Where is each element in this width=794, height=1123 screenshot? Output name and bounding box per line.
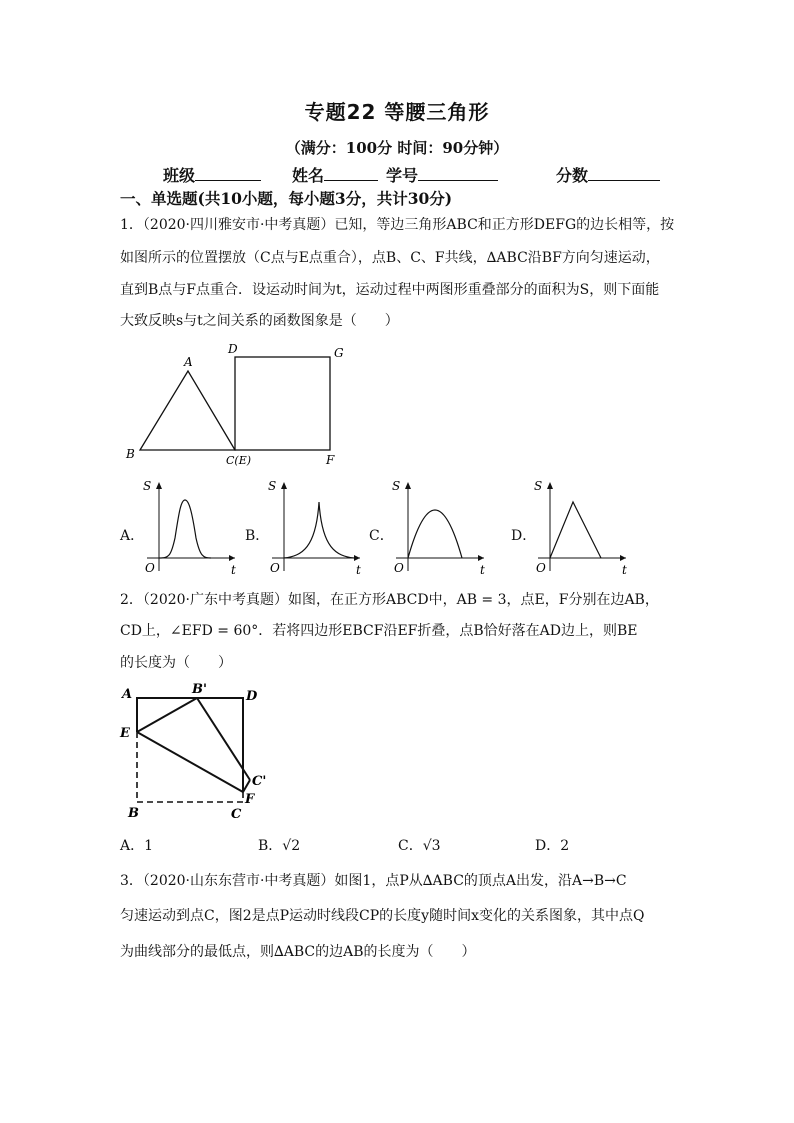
square-defg [235,357,330,450]
q1-graph-d[interactable] [528,476,638,578]
q1-option-c-label[interactable]: C． [369,528,394,544]
origin-label: O [536,561,546,575]
x-label: t [622,563,627,577]
curve [408,510,462,558]
triangle-abc [140,371,235,450]
q1-option-b-label[interactable]: B． [245,528,270,544]
curve [284,502,354,558]
q2-line-1: 2．（2020·广东中考真题）如图，在正方形ABCD中，AB = 3，点E，F分别在边AB， [120,592,659,608]
label-ce: C(E) [226,454,252,467]
field-score-blank[interactable] [588,166,660,181]
x-arrow-icon [620,555,626,561]
q1-graph-b[interactable] [262,476,372,578]
y-label: S [392,479,401,493]
segment-c-prime-f [243,780,250,792]
field-number-label: 学号 [386,166,419,185]
q1-figure [118,338,358,468]
y-label: S [534,479,543,493]
y-label: S [268,479,277,493]
x-arrow-icon [354,555,360,561]
q1-line-4: 大致反映s与t之间关系的函数图象是（ ） [120,313,399,329]
origin-label: O [270,561,280,575]
q1-graph-c[interactable] [386,476,496,578]
x-label: t [231,563,236,577]
field-score-label: 分数 [556,166,589,185]
q1-line-2: 如图所示的位置摆放（C点与E点重合），点B、C、F共线，∆ABC沿BF方向匀速运动， [120,250,660,266]
square-dashed-edges [137,732,243,802]
field-number [386,163,498,186]
section-heading: 一、单选题(共10小题，每小题3分，共计30分) [120,189,453,208]
label-c-prime: C' [252,774,267,789]
field-name-label: 姓名 [292,166,325,185]
x-arrow-icon [229,555,235,561]
curve [159,500,211,558]
x-label: t [480,563,485,577]
field-class-blank[interactable] [195,166,261,181]
field-name [292,163,378,186]
label-a: A [122,687,133,702]
q2-option-c[interactable]: C．√3 [398,838,441,854]
field-class [163,163,261,186]
q2-option-a[interactable]: A．1 [120,838,154,854]
q1-line-3: 直到B点与F点重合．设运动时间为t，运动过程中两图形重叠部分的面积为S，则下面能 [120,282,660,298]
curve [550,502,601,558]
origin-label: O [394,561,404,575]
y-arrow-icon [547,482,553,489]
field-score [556,163,660,186]
page-title: 专题22 等腰三角形 [304,100,490,124]
x-arrow-icon [478,555,484,561]
label-d: D [246,689,258,704]
label-g: G [334,346,344,360]
origin-label: O [145,561,155,575]
y-arrow-icon [405,482,411,489]
label-c: C [231,807,242,822]
q1-line-1: 1．（2020·四川雅安市·中考真题）已知，等边三角形ABC和正方形DEFG的边长相等，按 [120,217,675,233]
x-label: t [356,563,361,577]
field-class-label: 班级 [163,166,196,185]
y-arrow-icon [281,482,287,489]
q1-option-a-label[interactable]: A． [120,528,145,544]
q2-option-d[interactable]: D．2 [535,838,570,854]
label-f: F [326,453,335,467]
q3-line-3: 为曲线部分的最低点，则∆ABC的边AB的长度为（ ） [120,944,476,960]
label-e: E [120,726,130,741]
field-name-blank[interactable] [324,166,378,181]
q2-option-b[interactable]: B．√2 [258,838,301,854]
q1-option-d-label[interactable]: D． [511,528,537,544]
label-b-prime: B' [192,682,207,697]
label-b: B [128,806,139,821]
label-b: B [126,447,135,461]
q3-line-1: 3．（2020·山东东营市·中考真题）如图1，点P从∆ABC的顶点A出发，沿A→B→C [120,873,627,889]
label-a: A [184,355,193,369]
q1-graph-a[interactable] [137,476,247,578]
field-number-blank[interactable] [418,166,498,181]
segment-eb-prime [137,698,197,732]
q2-figure [118,676,278,826]
page-subtitle: （满分：100分 时间：90分钟） [285,139,509,157]
q2-line-2: CD上，∠EFD = 60°．若将四边形EBCF沿EF折叠，点B恰好落在AD边上，则BE [120,623,638,639]
segment-ef [137,732,243,792]
q3-line-2: 匀速运动到点C，图2是点P运动时线段CP的长度y随时间x变化的关系图象，其中点Q [120,908,645,924]
label-d: D [228,342,238,356]
label-f: F [245,792,255,807]
y-arrow-icon [156,482,162,489]
y-label: S [143,479,152,493]
q2-line-3: 的长度为（ ） [120,655,232,671]
